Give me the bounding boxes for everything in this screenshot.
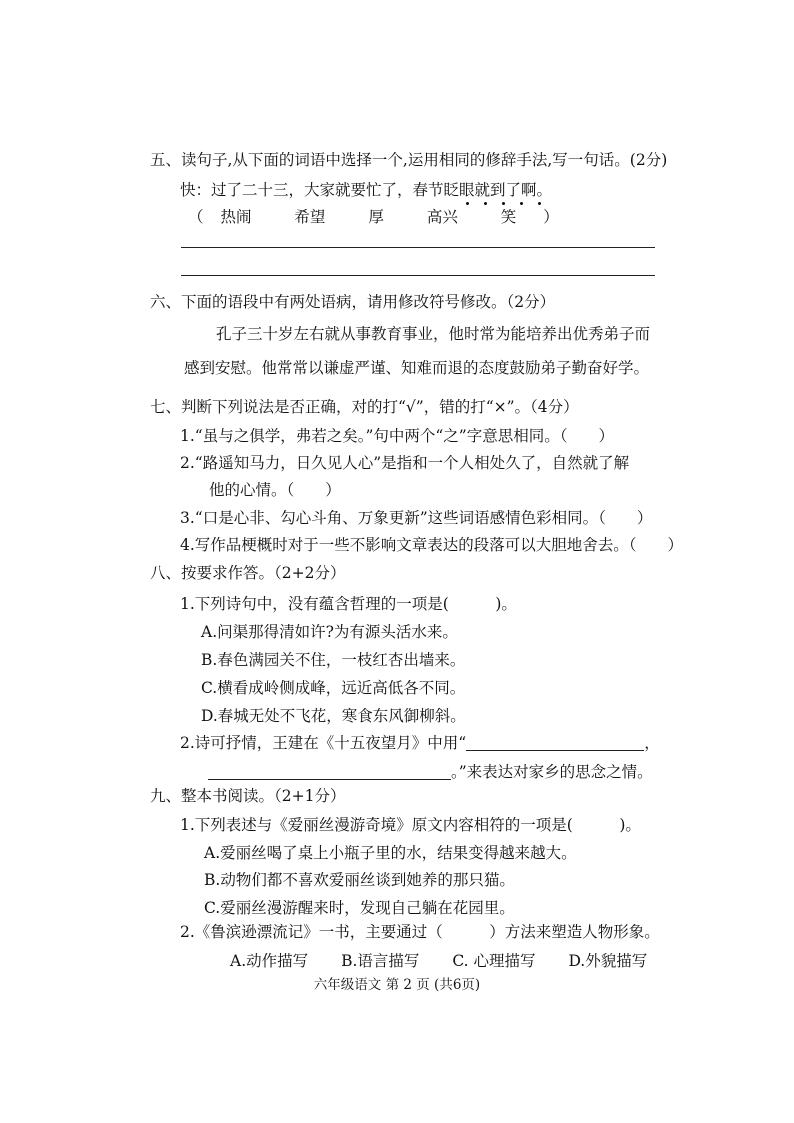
q8-sub2-prefix: 2.诗可抒情，王建在《十五夜望月》中用“ bbox=[180, 734, 467, 752]
word-bank-close: ） bbox=[543, 208, 559, 226]
word-option: 希望 bbox=[294, 208, 326, 226]
q8-sub1: 1.下列诗句中，没有蕴含哲理的一项是( )。 bbox=[180, 595, 517, 613]
q8-option-d: D.春城无处不飞花，寒食东风御柳斜。 bbox=[201, 707, 466, 725]
answer-line-2[interactable] bbox=[181, 275, 655, 276]
q6-title: 六、下面的语段中有两处语病，请用修改符号修改。（2分） bbox=[150, 293, 556, 311]
q9-choice-d: D.外貌描写 bbox=[568, 952, 648, 970]
q7-item-4 bbox=[180, 535, 683, 555]
q9-option-a: A.爱丽丝喝了桌上小瓶子里的水，结果变得越来越大。 bbox=[204, 844, 577, 862]
q7-item-2-cont bbox=[209, 480, 341, 500]
q9-choice-b: B.语言描写 bbox=[341, 952, 420, 970]
word-bank-open: （ bbox=[188, 208, 204, 226]
word-option: 厚 bbox=[368, 208, 384, 226]
q7-item-1 bbox=[180, 426, 614, 446]
word-option: 热闹 bbox=[220, 208, 252, 226]
q7-item-text: 3.“口是心非、勾心斗角、万象更新”这些词语感情色彩相同。 bbox=[180, 509, 599, 527]
q8-option-b: B.春色满园关不住，一枝红杏出墙来。 bbox=[201, 651, 466, 669]
q5-sentence-prefix: 快：过了二十三，大家就要忙了，春节 bbox=[180, 181, 444, 199]
emphasis-dot bbox=[538, 202, 541, 205]
answer-parens[interactable]: （ ） bbox=[628, 536, 684, 554]
q6-paragraph-line-2: 感到安慰。他常常以谦虚严谨、知难而退的态度鼓励弟子勤奋好学。 bbox=[184, 359, 650, 377]
emphasis-dot bbox=[466, 202, 469, 205]
q7-item-text: 2.“路遥知马力，日久见人心”是指和一个人相处久了，自然就了解 bbox=[180, 454, 630, 472]
emphasis-dot bbox=[502, 202, 505, 205]
q8-sub2-suffix: 。”来表达对家乡的思念之情。 bbox=[451, 763, 653, 781]
q8-sub2-line1 bbox=[180, 733, 660, 753]
q9-option-c: C.爱丽丝漫游醒来时，发现自己躺在花园里。 bbox=[204, 899, 515, 917]
q7-item-text: 1.“虽与之俱学，弗若之矣。”句中两个“之”字意思相同。 bbox=[180, 427, 560, 445]
q8-option-a: A.问渠那得清如许?为有源头活水来。 bbox=[201, 623, 458, 641]
q5-title: 五、读句子,从下面的词语中选择一个,运用相同的修辞手法,写一句话。(2分) bbox=[150, 151, 668, 169]
word-option: 笑 bbox=[500, 208, 517, 226]
q8-option-c: C.横看成岭侧成峰，远近高低各不同。 bbox=[201, 679, 466, 697]
q9-sub2: 2.《鲁滨逊漂流记》一书，主要通过（ ）方法来塑造人物形象。 bbox=[180, 923, 660, 941]
q9-sub1: 1.下列表述与《爱丽丝漫游奇境》原文内容相符的一项是( )。 bbox=[180, 816, 641, 834]
q5-sentence-emph: 眨眼就到了 bbox=[443, 181, 522, 199]
answer-parens[interactable]: （ ） bbox=[559, 427, 615, 445]
emphasis-dot bbox=[484, 202, 487, 205]
q9-choice-c: C. 心理描写 bbox=[452, 952, 536, 970]
q8-sub2-comma: ， bbox=[644, 734, 660, 752]
q5-sentence-suffix: 啊。 bbox=[521, 181, 553, 199]
q8-sub2-line2 bbox=[208, 762, 653, 782]
answer-line-1[interactable] bbox=[181, 247, 655, 248]
fill-blank-2[interactable] bbox=[208, 763, 451, 780]
q7-item-text: 他的心情。 bbox=[209, 481, 287, 499]
q9-choices bbox=[230, 951, 647, 971]
q6-paragraph-line-1: 孔子三十岁左右就从事教育事业，他时常为能培养出优秀弟子而 bbox=[216, 325, 651, 343]
q5-sentence bbox=[180, 180, 552, 200]
q9-choice-a: A.动作描写 bbox=[230, 952, 309, 970]
q9-option-b: B.动物们都不喜欢爱丽丝谈到她养的那只猫。 bbox=[204, 871, 515, 889]
page-footer: 六年级语文 第 2 页 (共6页) bbox=[313, 977, 481, 993]
q8-title: 八、按要求作答。（2+2分） bbox=[150, 564, 346, 582]
q7-item-2 bbox=[180, 453, 629, 473]
emphasis-dot bbox=[520, 202, 523, 205]
word-option: 高兴 bbox=[426, 208, 458, 226]
q7-item-3 bbox=[180, 508, 652, 528]
answer-parens[interactable]: （ ） bbox=[598, 509, 653, 527]
fill-blank-1[interactable] bbox=[466, 734, 644, 751]
q9-title: 九、整本书阅读。（2+1分） bbox=[150, 787, 346, 805]
q7-title: 七、判断下列说法是否正确，对的打“√”，错的打“×”。（4分） bbox=[150, 398, 579, 416]
q7-item-text: 4.写作品梗概时对于一些不影响文章表达的段落可以大胆地舍去。 bbox=[180, 536, 629, 554]
answer-parens[interactable]: （ ） bbox=[286, 481, 341, 499]
q5-word-bank bbox=[188, 207, 559, 227]
